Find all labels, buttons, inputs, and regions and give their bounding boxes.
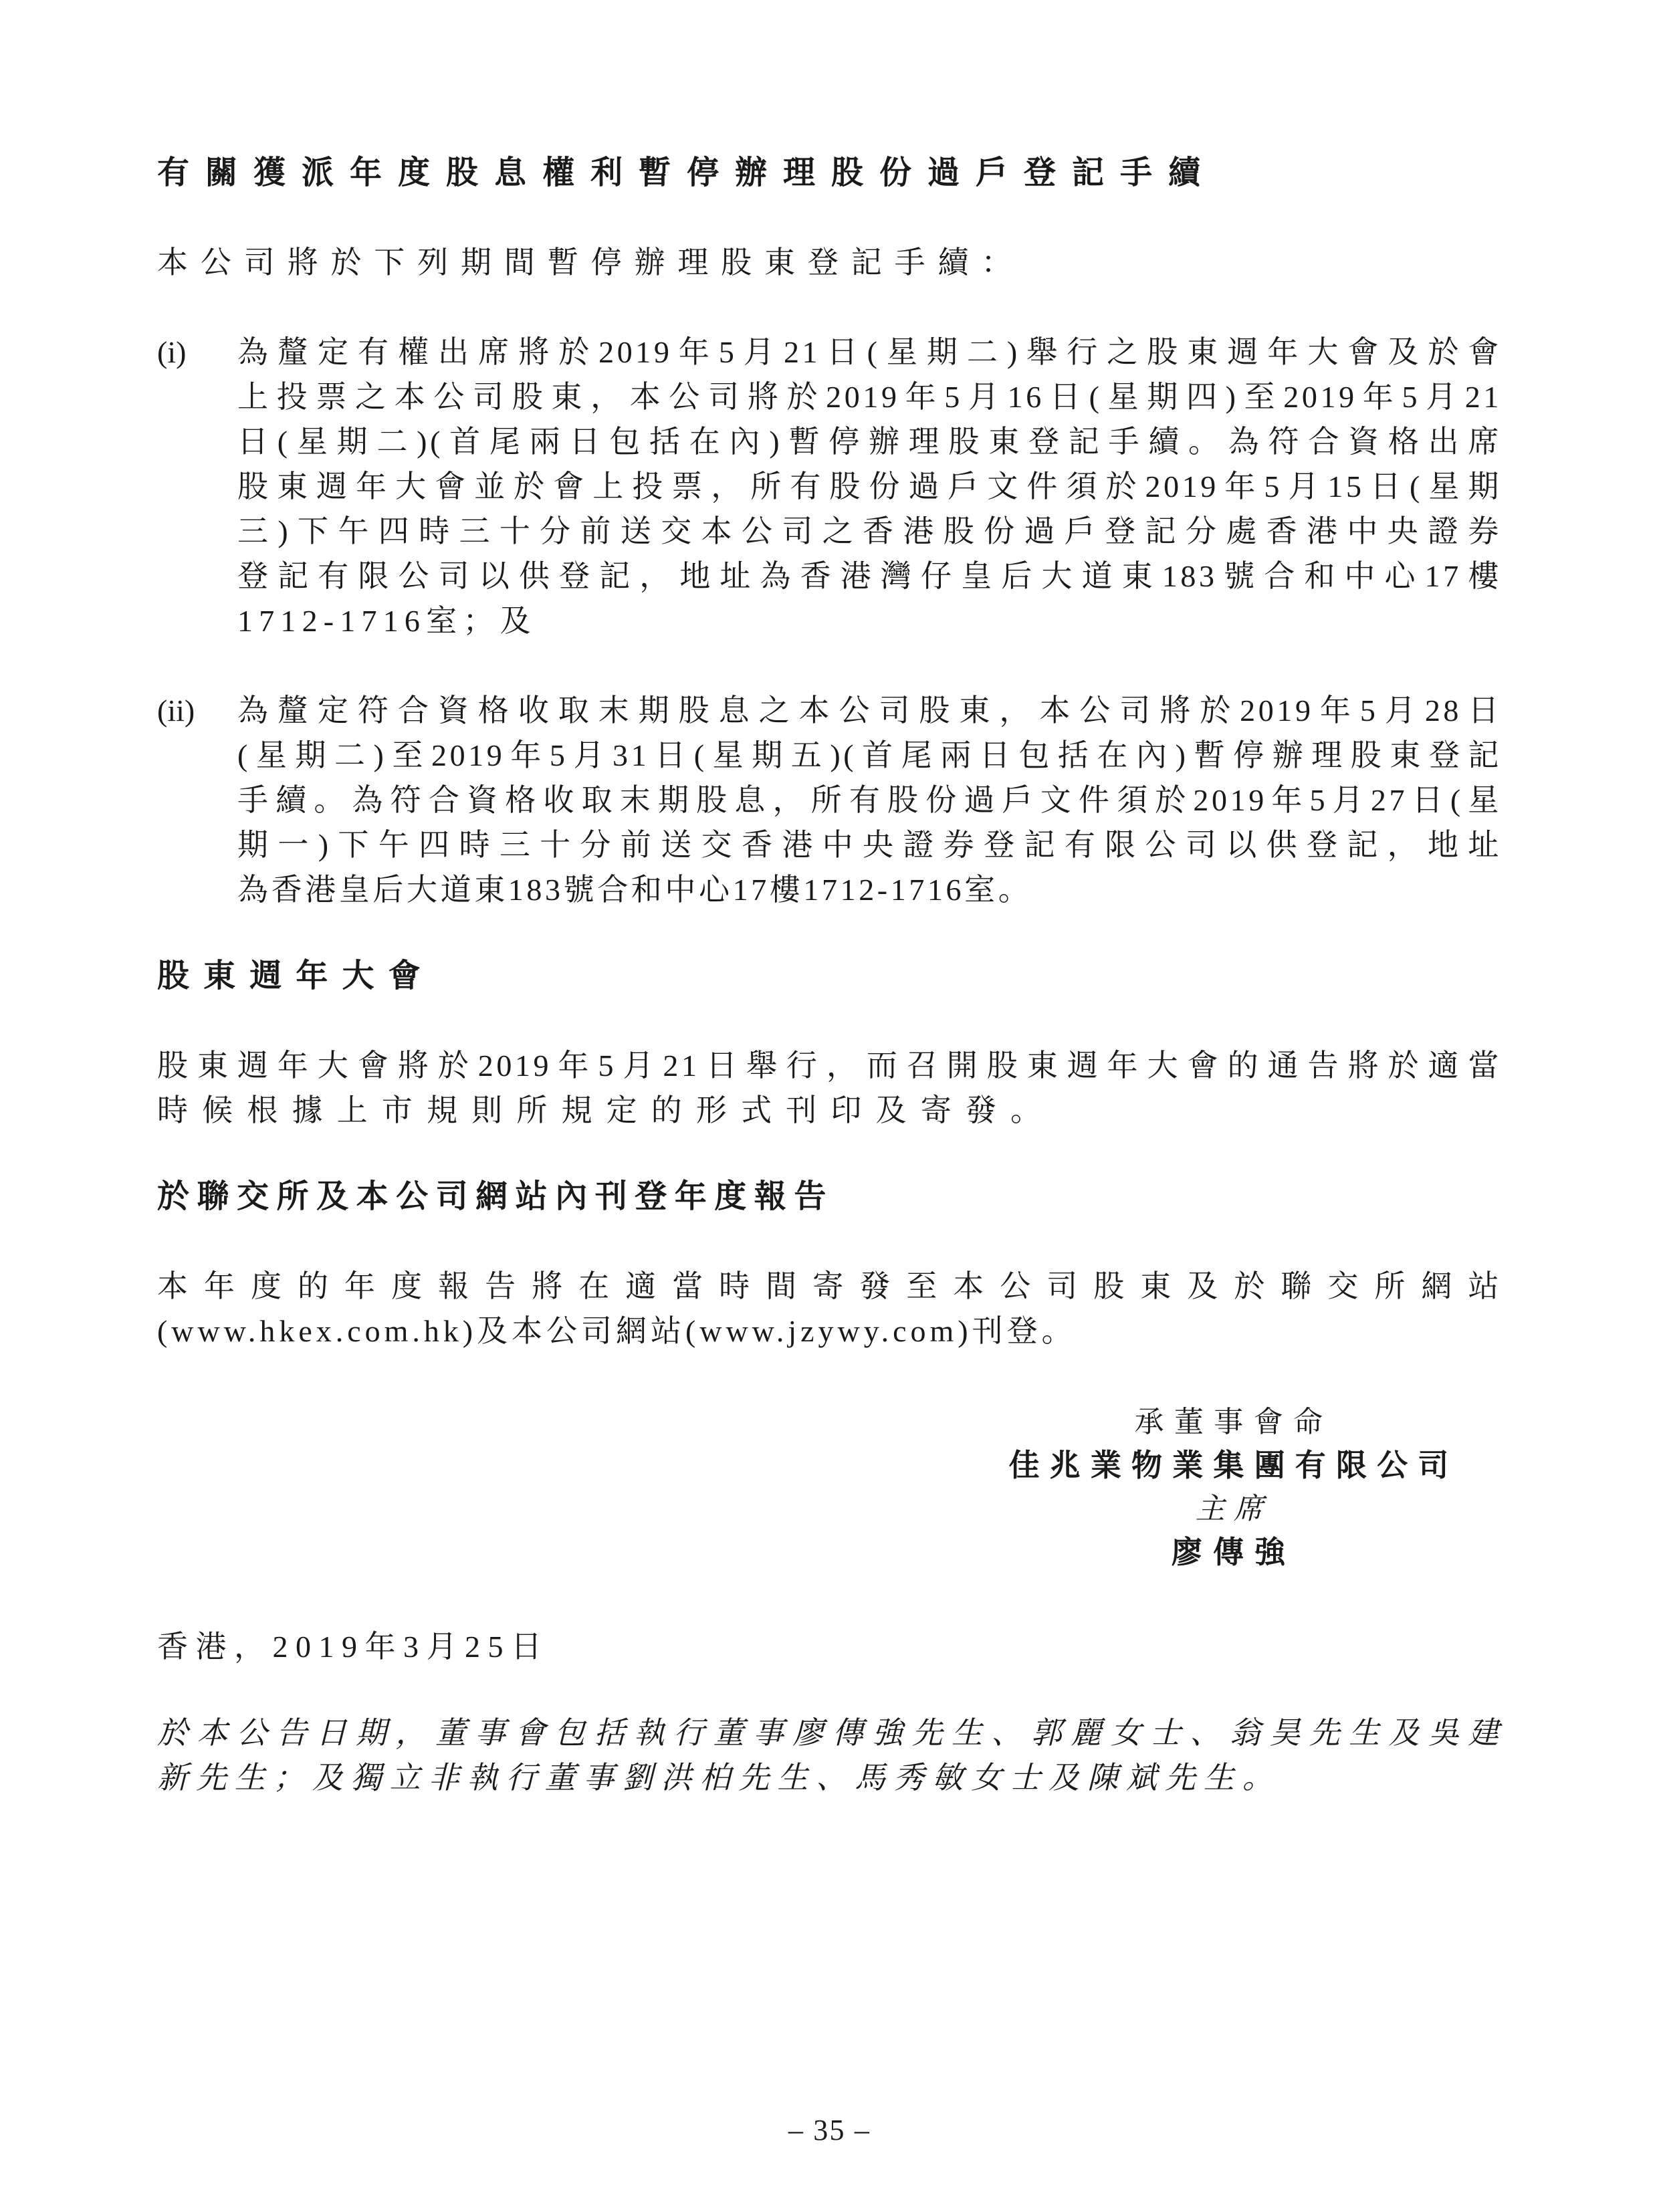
- signature-by-order: 承董事會命: [1134, 1406, 1333, 1438]
- paragraph-line: 日(星期二)(首尾兩日包括在內)暫停辦理股東登記手續。為符合資格出席: [237, 425, 1502, 459]
- paragraph-line: 手續。為符合資格收取末期股息，所有股份過戶文件須於2019年5月27日(星: [237, 783, 1502, 817]
- list-item-ii: [157, 688, 1502, 912]
- list-marker-ii: (ii): [157, 693, 195, 728]
- paragraph-line: 為釐定符合資格收取末期股息之本公司股東，本公司將於2019年5月28日: [237, 693, 1502, 728]
- paragraph-line: 登記有限公司以供登記，地址為香港灣仔皇后大道東183號合和中心17樓: [237, 559, 1502, 593]
- document-content: [157, 0, 1502, 1800]
- paragraph-line: (星期二)至2019年5月31日(星期五)(首尾兩日包括在內)暫停辦理股東登記: [237, 738, 1502, 772]
- section-heading-agm: 股東週年大會: [157, 958, 435, 994]
- signature-company-name: 佳兆業物業集團有限公司: [1008, 1448, 1459, 1482]
- paragraph-line: (www.hkex.com.hk)及本公司網站(www.jzywy.com)刊登。: [157, 1314, 1077, 1348]
- annual-report-paragraph: [157, 1264, 1502, 1353]
- signature-chairman-name: 廖傳強: [1171, 1535, 1297, 1569]
- list-marker-i: (i): [157, 335, 187, 369]
- section-heading-annual-report: 於聯交所及本公司網站內刊登年度報告: [157, 1179, 834, 1214]
- document-title: 有關獲派年度股息權利暫停辦理股份過戶登記手續: [157, 155, 1217, 191]
- paragraph-line: 本年度的年度報告將在適當時間寄發至本公司股東及於聯交所網站: [157, 1269, 1502, 1303]
- paragraph-line: 股東週年大會並於會上投票，所有股份過戶文件須於2019年5月15日(星期: [237, 469, 1502, 504]
- signature-role: 主席: [1195, 1492, 1273, 1525]
- paragraph-line: 1712-1716室；及: [237, 604, 537, 638]
- signature-block: [993, 1400, 1474, 1574]
- paragraph-line: 股東週年大會將於2019年5月21日舉行，而召開股東週年大會的通告將於適當: [157, 1048, 1502, 1083]
- paragraph-line: 上投票之本公司股東，本公司將於2019年5月16日(星期四)至2019年5月21: [237, 380, 1502, 414]
- directors-note: [157, 1710, 1502, 1800]
- intro-sentence: 本公司將於下列期間暫停辦理股東登記手續：: [157, 245, 1025, 280]
- list-item-i: [157, 330, 1502, 643]
- paragraph-line: 為香港皇后大道東183號合和中心17樓1712-1716室。: [237, 873, 1032, 907]
- dateline: 香港，2019年3月25日: [157, 1630, 550, 1664]
- list-body-i: [237, 330, 1502, 643]
- paragraph-line: 三)下午四時三十分前送交本公司之香港股份過戶登記分處香港中央證券: [237, 514, 1502, 548]
- page-number: – 35 –: [788, 2114, 871, 2146]
- list-body-ii: [237, 688, 1502, 912]
- paragraph-line: 時候根據上市規則所規定的形式刊印及寄發。: [157, 1093, 1056, 1127]
- paragraph-line: 新先生；及獨立非執行董事劉洪柏先生、馬秀敏女士及陳斌先生。: [157, 1761, 1281, 1795]
- paragraph-line: 於本公告日期，董事會包括執行董事廖傳強先生、郭麗女士、翁昊先生及吳建: [157, 1716, 1502, 1750]
- paragraph-line: 期一)下午四時三十分前送交香港中央證券登記有限公司以供登記，地址: [237, 828, 1502, 862]
- agm-paragraph: [157, 1043, 1502, 1133]
- paragraph-line: 為釐定有權出席將於2019年5月21日(星期二)舉行之股東週年大會及於會: [237, 335, 1502, 369]
